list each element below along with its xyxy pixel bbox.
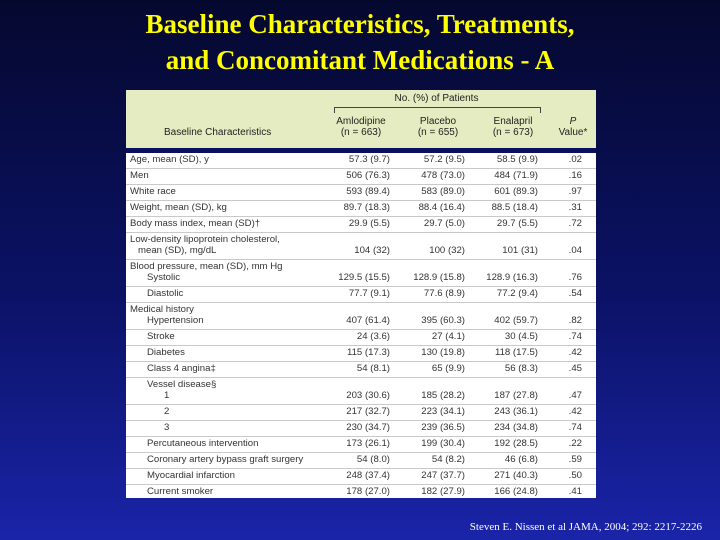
value-amlodipine: 54 (8.0) [356,454,390,465]
value-placebo: 239 (36.5) [421,422,465,433]
header-amlodipine-name: Amlodipine [336,116,386,127]
baseline-table [126,90,596,498]
row-label: White race [130,186,176,197]
value-p: .76 [568,272,582,283]
table-row [126,437,596,453]
value-placebo: 65 (9.9) [431,363,465,374]
value-enalapril: 128.9 (16.3) [486,272,538,283]
value-p: .02 [568,154,582,165]
value-enalapril: 58.5 (9.9) [496,154,538,165]
value-p: .54 [568,288,582,299]
header-baseline: Baseline Characteristics [164,127,272,138]
row-label: Myocardial infarction [147,470,235,481]
row-label: Diabetes [147,347,185,358]
table-row [126,185,596,201]
value-amlodipine: 178 (27.0) [346,486,390,497]
value-amlodipine: 173 (26.1) [346,438,390,449]
header-placebo [403,116,473,138]
value-p: .72 [568,218,582,229]
value-enalapril: 402 (59.7) [494,315,538,326]
value-enalapril: 484 (71.9) [494,170,538,181]
value-placebo: 27 (4.1) [431,331,465,342]
value-p: .50 [568,470,582,481]
value-p: .04 [568,245,582,256]
row-label: Medical history [130,304,194,315]
row-sublabel: Hypertension [147,315,204,326]
value-amlodipine: 24 (3.6) [356,331,390,342]
row-sublabel: mean (SD), mg/dL [138,245,217,256]
row-label: Current smoker [147,486,214,497]
value-p: .47 [568,390,582,401]
header-enalapril [478,116,548,138]
value-p: .22 [568,438,582,449]
value-p: .74 [568,422,582,433]
header-amlodipine [326,116,396,138]
value-enalapril: 187 (27.8) [494,390,538,401]
table-row [126,421,596,437]
table-row [126,153,596,169]
value-enalapril: 271 (40.3) [494,470,538,481]
row-label: Percutaneous intervention [147,438,259,449]
table-row [126,169,596,185]
row-label: Weight, mean (SD), kg [130,202,227,213]
header-p: P [569,116,577,127]
value-p: .59 [568,454,582,465]
title-line-1: Baseline Characteristics, Treatments, [145,9,575,39]
header-enalapril-name: Enalapril [493,116,533,127]
table-row [126,469,596,485]
value-placebo: 182 (27.9) [421,486,465,497]
value-amlodipine: 593 (89.4) [346,186,390,197]
table-row [126,217,596,233]
value-placebo: 54 (8.2) [431,454,465,465]
value-placebo: 199 (30.4) [421,438,465,449]
row-label: Age, mean (SD), y [130,154,209,165]
table-row [126,378,596,405]
value-p: .82 [568,315,582,326]
value-amlodipine: 54 (8.1) [356,363,390,374]
value-placebo: 583 (89.0) [421,186,465,197]
value-p: .16 [568,170,582,181]
table-header [126,90,596,148]
value-enalapril: 88.5 (18.4) [491,202,538,213]
header-placebo-n: (n = 655) [417,127,459,138]
row-label: 2 [164,406,170,417]
table-row [126,287,596,303]
value-amlodipine: 407 (61.4) [346,315,390,326]
table-row [126,303,596,330]
value-enalapril: 192 (28.5) [494,438,538,449]
value-p: .41 [568,486,582,497]
value-enalapril: 118 (17.5) [494,347,538,358]
value-enalapril: 29.7 (5.5) [496,218,538,229]
value-amlodipine: 77.7 (9.1) [348,288,390,299]
table-row [126,405,596,421]
row-sublabel: 1 [164,390,170,401]
value-amlodipine: 217 (32.7) [346,406,390,417]
header-value: Value* [558,127,588,138]
row-label: Body mass index, mean (SD)† [130,218,261,229]
value-enalapril: 243 (36.1) [494,406,538,417]
value-placebo: 100 (32) [429,245,465,256]
table-row [126,260,596,287]
table-row [126,453,596,469]
value-enalapril: 46 (6.8) [504,454,538,465]
value-amlodipine: 506 (76.3) [346,170,390,181]
row-label: Low-density lipoprotein cholesterol, [130,234,280,245]
header-enalapril-n: (n = 673) [492,127,534,138]
value-amlodipine: 115 (17.3) [346,347,390,358]
value-amlodipine: 57.3 (9.7) [348,154,390,165]
row-label: Vessel disease§ [147,379,217,390]
value-enalapril: 234 (34.8) [494,422,538,433]
header-placebo-name: Placebo [419,116,457,127]
value-enalapril: 601 (89.3) [494,186,538,197]
value-placebo: 29.7 (5.0) [423,218,465,229]
row-label: Stroke [147,331,175,342]
value-placebo: 185 (28.2) [421,390,465,401]
value-enalapril: 166 (24.8) [494,486,538,497]
value-amlodipine: 104 (32) [354,245,390,256]
header-p-value [552,116,594,138]
citation: Steven E. Nissen et al JAMA, 2004; 292: 2217-2226 [469,521,702,533]
value-amlodipine: 230 (34.7) [346,422,390,433]
row-label: 3 [164,422,170,433]
value-p: .42 [568,406,582,417]
group-header-bracket [334,107,541,113]
value-placebo: 478 (73.0) [421,170,465,181]
title-line-2: and Concomitant Medications - A [165,45,555,75]
value-placebo: 395 (60.3) [421,315,465,326]
value-placebo: 77.6 (8.9) [423,288,465,299]
value-p: .74 [568,331,582,342]
value-placebo: 128.9 (15.8) [413,272,465,283]
table-row [126,362,596,378]
value-p: .97 [568,186,582,197]
table-row [126,330,596,346]
value-amlodipine: 89.7 (18.3) [343,202,390,213]
value-amlodipine: 248 (37.4) [346,470,390,481]
value-p: .42 [568,347,582,358]
value-enalapril: 77.2 (9.4) [496,288,538,299]
row-label: Blood pressure, mean (SD), mm Hg [130,261,283,272]
value-p: .45 [568,363,582,374]
value-enalapril: 30 (4.5) [504,331,538,342]
row-label: Coronary artery bypass graft surgery [147,454,304,465]
value-placebo: 57.2 (9.5) [423,154,465,165]
table-row [126,346,596,362]
value-amlodipine: 203 (30.6) [346,390,390,401]
header-amlodipine-n: (n = 663) [340,127,382,138]
value-placebo: 247 (37.7) [421,470,465,481]
value-placebo: 223 (34.1) [421,406,465,417]
value-placebo: 130 (19.8) [421,347,465,358]
table-body [126,153,596,498]
row-sublabel: Systolic [147,272,181,283]
table-row [126,201,596,217]
slide-title [0,6,720,78]
value-enalapril: 101 (31) [502,245,538,256]
value-enalapril: 56 (8.3) [504,363,538,374]
table-row [126,485,596,498]
value-p: .31 [568,202,582,213]
row-label: Diastolic [147,288,184,299]
row-label: Men [130,170,149,181]
value-amlodipine: 129.5 (15.5) [338,272,390,283]
group-header: No. (%) of Patients [394,93,479,104]
row-label: Class 4 angina‡ [147,363,216,374]
table-row [126,233,596,260]
value-placebo: 88.4 (16.4) [418,202,465,213]
value-amlodipine: 29.9 (5.5) [348,218,390,229]
